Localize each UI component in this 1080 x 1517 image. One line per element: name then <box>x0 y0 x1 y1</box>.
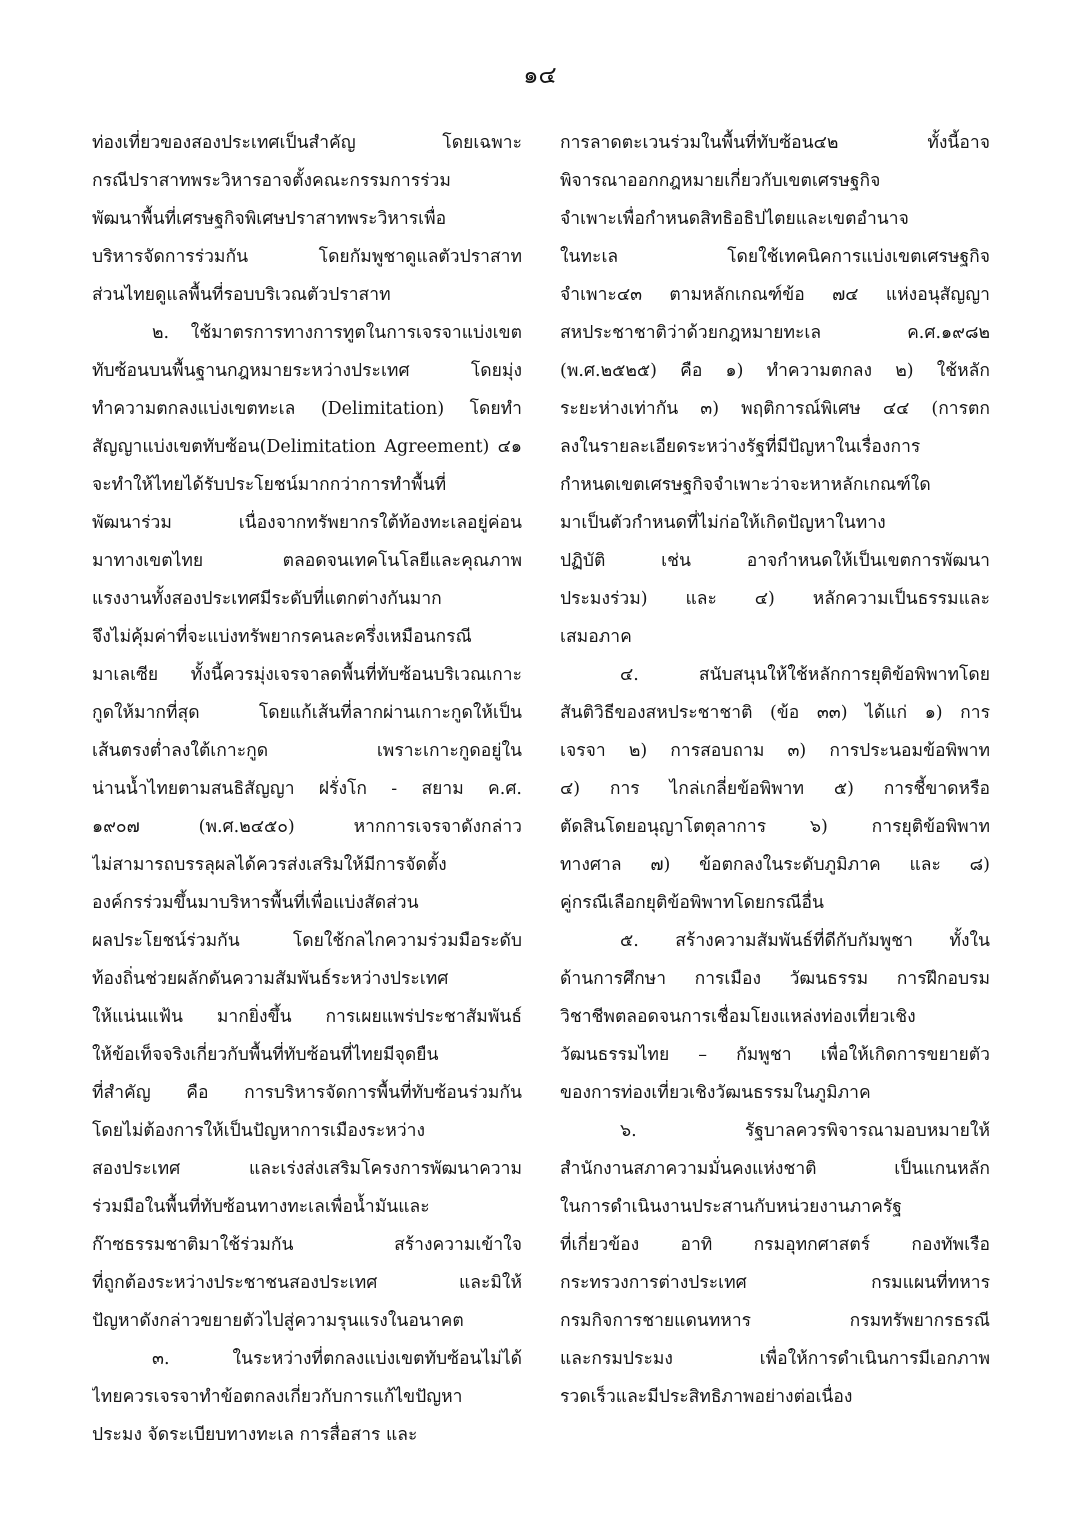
text-line: ท้องถิ่นช่วยผลักดันความสัมพันธ์ระหว่างประเทศ <box>92 969 449 989</box>
text-line: เสมอภาค <box>560 627 632 647</box>
text-line: ให้ข้อเท็จจริงเกี่ยวกับพื้นที่ทับซ้อนที่ไทยมีจุดยืน <box>92 1045 439 1065</box>
text-line: ในทะเล โดยใช้เทคนิคการแบ่งเขตเศรษฐกิจ <box>560 247 990 267</box>
text-line: กระทรวงการต่างประเทศ กรมแผนที่ทหาร <box>560 1273 990 1293</box>
text-line: คู่กรณีเลือกยุติข้อพิพาทโดยกรณีอื่น <box>560 893 824 913</box>
text-line: ที่เกี่ยวข้อง อาทิ กรมอุทกศาสตร์ กองทัพเรือ <box>560 1235 990 1255</box>
text-line: พัฒนาร่วม เนื่องจากทรัพยากรใต้ท้องทะเลอยู่ค่อน <box>92 513 522 533</box>
text-line: ก๊าซธรรมชาติมาใช้ร่วมกัน สร้างความเข้าใจ <box>92 1235 522 1255</box>
left-column <box>92 124 522 1454</box>
text-line: ปฏิบัติ เช่น อาจกำหนดให้เป็นเขตการพัฒนา <box>560 551 990 571</box>
text-line: ๒. ใช้มาตรการทางการทูตในการเจรจาแบ่งเขต <box>152 323 522 343</box>
text-line: กูดให้มากที่สุด โดยแก้เส้นที่ลากผ่านเกาะกูดให้เป็น <box>92 703 522 723</box>
text-line: (พ.ศ.๒๕๒๕) คือ ๑) ทำความตกลง ๒) ใช้หลัก <box>560 361 990 381</box>
text-line: ท่องเที่ยวของสองประเทศเป็นสำคัญ โดยเฉพาะ <box>92 133 522 153</box>
text-line: จำเพาะเพื่อกำหนดสิทธิอธิปไตยและเขตอำนาจ <box>560 209 909 229</box>
text-line: ทางศาล ๗) ข้อตกลงในระดับภูมิภาค และ ๘) <box>560 855 990 875</box>
text-line: การลาดตะเวนร่วมในพื้นที่ทับซ้อน๔๒ ทั้งนี้อาจ <box>560 133 990 153</box>
text-line: ให้แน่นแฟ้น มากยิ่งขึ้น การเผยแพร่ประชาสัมพันธ์ <box>92 1007 522 1027</box>
text-line: ทับซ้อนบนพื้นฐานกฎหมายระหว่างประเทศ โดยมุ่ง <box>92 361 522 381</box>
text-line: กรมกิจการชายแดนทหาร กรมทรัพยากรธรณี <box>560 1311 990 1331</box>
text-line: ๕. สร้างความสัมพันธ์ที่ดีกับกัมพูชา ทั้งใน <box>620 931 990 951</box>
text-line: พัฒนาพื้นที่เศรษฐกิจพิเศษปราสาทพระวิหารเพื่อ <box>92 209 447 229</box>
text-line: สหประชาชาติว่าด้วยกฎหมายทะเล ค.ศ.๑๙๘๒ <box>560 323 990 343</box>
text-line: สันติวิธีของสหประชาชาติ (ข้อ ๓๓) ได้แก่ ๑) การ <box>560 703 990 723</box>
text-line: ๔. สนับสนุนให้ใช้หลักการยุติข้อพิพาทโดย <box>620 665 990 685</box>
text-line: สองประเทศ และเร่งส่งเสริมโครงการพัฒนาความ <box>92 1159 522 1179</box>
text-line: ๓. ในระหว่างที่ตกลงแบ่งเขตทับซ้อนไม่ได้ <box>152 1349 522 1369</box>
text-line: ที่สำคัญ คือ การบริหารจัดการพื้นที่ทับซ้อนร่วมกัน <box>92 1083 522 1103</box>
text-line: กรณีปราสาทพระวิหารอาจตั้งคณะกรรมการร่วม <box>92 171 451 191</box>
text-line: จำเพาะ๔๓ ตามหลักเกณฑ์ข้อ ๗๔ แห่งอนุสัญญา <box>560 285 990 305</box>
text-line: มาเลเซีย ทั้งนี้ควรมุ่งเจรจาลดพื้นที่ทับซ้อนบริเวณเกาะ <box>92 665 522 685</box>
text-line: ที่ถูกต้องระหว่างประชาชนสองประเทศ และมิให้ <box>92 1273 522 1293</box>
text-line: เจรจา ๒) การสอบถาม ๓) การประนอมข้อพิพาท <box>560 741 990 761</box>
text-line: และกรมประมง เพื่อให้การดำเนินการมีเอกภาพ <box>560 1349 990 1369</box>
text-line: องค์กรร่วมขึ้นมาบริหารพื้นที่เพื่อแบ่งสัดส่วน <box>92 893 419 913</box>
text-line: ด้านการศึกษา การเมือง วัฒนธรรม การฝึกอบรม <box>560 969 990 989</box>
text-line: ส่วนไทยดูแลพื้นที่รอบบริเวณตัวปราสาท <box>92 285 391 305</box>
text-line: กำหนดเขตเศรษฐกิจจำเพาะว่าจะหาหลักเกณฑ์ใด <box>560 475 931 495</box>
text-line: รวดเร็วและมีประสิทธิภาพอย่างต่อเนื่อง <box>560 1387 853 1407</box>
text-line: มาเป็นตัวกำหนดที่ไม่ก่อให้เกิดปัญหาในทาง <box>560 513 886 533</box>
text-line: น่านน้ำไทยตามสนธิสัญญา ฝรั่งโก - สยาม ค.ศ. <box>92 779 522 799</box>
text-line: ๖. รัฐบาลควรพิจารณามอบหมายให้ <box>620 1121 990 1141</box>
text-line: ในการดำเนินงานประสานกับหน่วยงานภาครัฐ <box>560 1197 902 1217</box>
text-line: ตัดสินโดยอนุญาโตตุลาการ ๖) การยุติข้อพิพาท <box>560 817 990 837</box>
text-line: ไทยควรเจรจาทำข้อตกลงเกี่ยวกับการแก้ไขปัญหา <box>92 1387 463 1407</box>
text-line: เส้นตรงต่ำลงใต้เกาะกูด เพราะเกาะกูดอยู่ใน <box>92 741 522 761</box>
text-line: สำนักงานสภาความมั่นคงแห่งชาติ เป็นแกนหลัก <box>560 1159 990 1179</box>
text-line: โดยไม่ต้องการให้เป็นปัญหาการเมืองระหว่าง <box>92 1121 426 1141</box>
text-line: บริหารจัดการร่วมกัน โดยกัมพูชาดูแลตัวปราสาท <box>92 247 522 267</box>
right-column <box>560 124 990 1416</box>
text-line: ประมง จัดระเบียบทางทะเล การสื่อสาร และ <box>92 1425 418 1445</box>
text-line: ทำความตกลงแบ่งเขตทะเล (Delimitation) โดยทำ <box>92 399 522 419</box>
text-line: ๔) การ ไกล่เกลี่ยข้อพิพาท ๕) การชี้ขาดหรือ <box>560 779 990 799</box>
text-line: พิจารณาออกกฎหมายเกี่ยวกับเขตเศรษฐกิจ <box>560 171 881 191</box>
text-line: ๑๙๐๗ (พ.ศ.๒๔๕๐) หากการเจรจาดังกล่าว <box>92 817 522 837</box>
text-line: ประมงร่วม) และ ๔) หลักความเป็นธรรมและ <box>560 589 990 609</box>
text-line: มาทางเขตไทย ตลอดจนเทคโนโลยีและคุณภาพ <box>92 551 522 571</box>
text-line: ของการท่องเที่ยวเชิงวัฒนธรรมในภูมิภาค <box>560 1083 871 1103</box>
text-line: จึงไม่คุ้มค่าที่จะแบ่งทรัพยากรคนละครึ่งเหมือนกรณี <box>92 627 472 647</box>
text-line: วัฒนธรรมไทย – กัมพูชา เพื่อให้เกิดการขยายตัว <box>560 1045 990 1065</box>
text-line: ลงในรายละเอียดระหว่างรัฐที่มีปัญหาในเรื่องการ <box>560 437 921 457</box>
text-line: ไม่สามารถบรรลุผลได้ควรส่งเสริมให้มีการจัดตั้ง <box>92 855 447 875</box>
page-number: ๑๔ <box>523 61 557 89</box>
text-line: ระยะห่างเท่ากัน ๓) พฤติการณ์พิเศษ ๔๔ (การตก <box>560 399 990 419</box>
text-line: สัญญาแบ่งเขตทับซ้อน(Delimitation Agreement) ๔๑ <box>92 437 522 457</box>
text-line: วิชาชีพตลอดจนการเชื่อมโยงแหล่งท่องเที่ยวเชิง <box>560 1007 916 1027</box>
text-line: แรงงานทั้งสองประเทศมีระดับที่แตกต่างกันมาก <box>92 589 442 609</box>
text-line: จะทำให้ไทยได้รับประโยชน์มากกว่าการทำพื้นที่ <box>92 475 447 495</box>
text-line: ร่วมมือในพื้นที่ทับซ้อนทางทะเลเพื่อน้ำมันและ <box>92 1197 430 1217</box>
text-line: ผลประโยชน์ร่วมกัน โดยใช้กลไกความร่วมมือระดับ <box>92 931 522 951</box>
text-line: ปัญหาดังกล่าวขยายตัวไปสู่ความรุนแรงในอนาคต <box>92 1311 464 1331</box>
